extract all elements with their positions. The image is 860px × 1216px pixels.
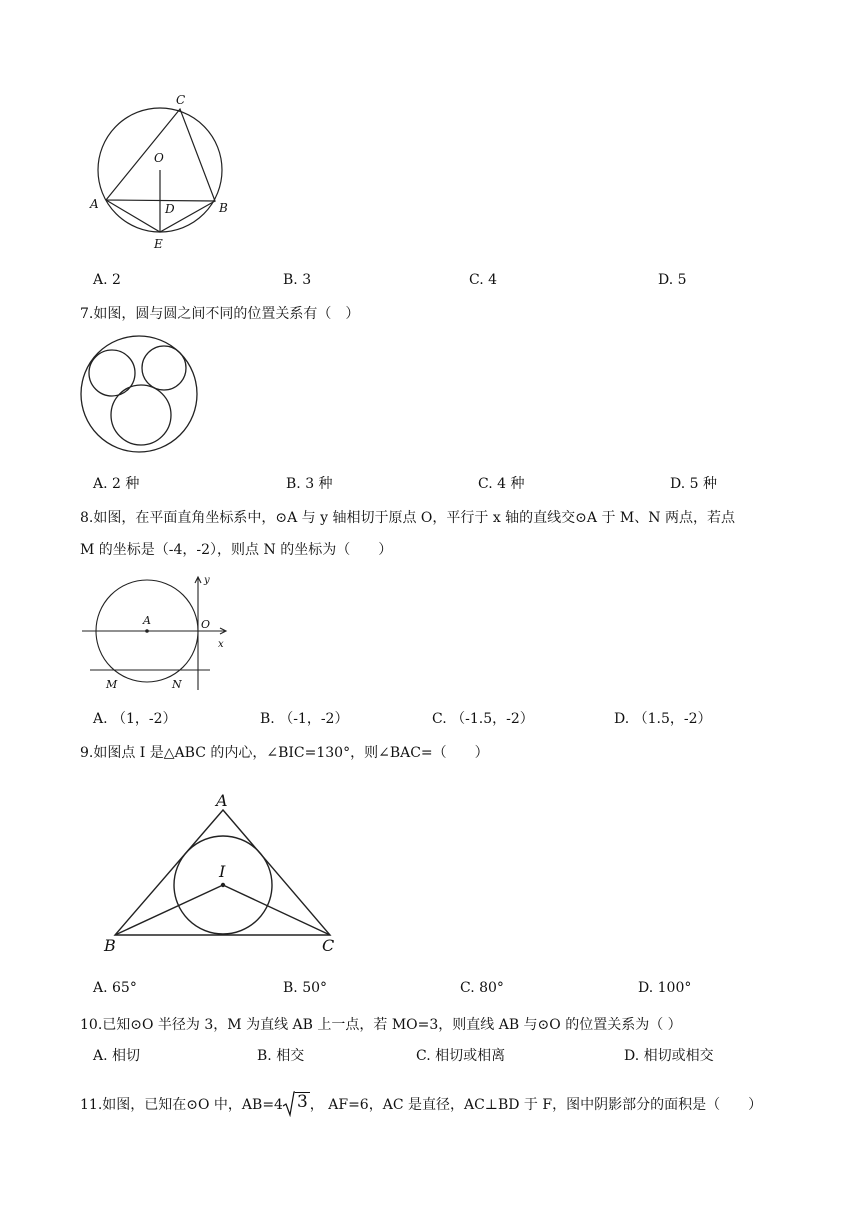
q9-label-i: I bbox=[219, 862, 226, 881]
q9-text: 9.如图点 I 是△ABC 的内心，∠BIC=130°，则∠BAC=（ ） bbox=[80, 745, 489, 761]
q10-option-d: D. 相切或相交 bbox=[624, 1048, 714, 1064]
q9-point-i bbox=[221, 883, 225, 887]
q10-text: 10.已知⊙O 半径为 3，M 为直线 AB 上一点，若 MO=3，则直线 AB 与⊙O 的位置关系为（ ） bbox=[80, 1017, 682, 1033]
q6-option-a: A. 2 bbox=[93, 272, 121, 288]
q6-label-a: A bbox=[90, 197, 99, 211]
q7-option-b: B. 3 种 bbox=[286, 476, 333, 492]
q11-prefix: 11.如图，已知在⊙O 中，AB=4 bbox=[80, 1097, 283, 1113]
q7-option-c: C. 4 种 bbox=[478, 476, 525, 492]
q9-segment-ci bbox=[223, 885, 330, 935]
q6-label-d: D bbox=[165, 202, 175, 216]
q9-label-b: B bbox=[104, 936, 116, 955]
q11-text bbox=[80, 1091, 800, 1117]
q8-figure bbox=[78, 572, 238, 694]
q9-segment-bi bbox=[115, 885, 223, 935]
q6-option-b: B. 3 bbox=[283, 272, 312, 288]
q9-option-b: B. 50° bbox=[283, 980, 328, 996]
q10-option-c: C. 相切或相离 bbox=[416, 1048, 506, 1064]
q6-label-e: E bbox=[154, 237, 163, 251]
q8-label-n: N bbox=[172, 678, 182, 691]
q8-text-line1: 8.如图，在平面直角坐标系中，⊙A 与 y 轴相切于原点 O，平行于 x 轴的直线交⊙A 于 M、N 两点，若点 bbox=[80, 510, 735, 526]
q8-text-line2: M 的坐标是（-4，-2），则点 N 的坐标为（ ） bbox=[80, 542, 393, 558]
q9-option-c: C. 80° bbox=[460, 980, 504, 996]
q8-label-m: M bbox=[106, 678, 118, 691]
q8-label-o: O bbox=[201, 618, 211, 631]
q6-label-b: B bbox=[219, 201, 228, 215]
q6-option-d: D. 5 bbox=[658, 272, 687, 288]
q6-label-o: O bbox=[154, 151, 164, 165]
q8-label-x: x bbox=[218, 639, 224, 650]
q9-label-a: A bbox=[216, 791, 228, 810]
q8-label-a: A bbox=[143, 614, 151, 627]
q9-label-c: C bbox=[322, 936, 335, 955]
q6-option-c: C. 4 bbox=[469, 272, 498, 288]
q8-option-b: B. （-1，-2） bbox=[260, 711, 349, 727]
q9-option-d: D. 100° bbox=[638, 980, 692, 996]
q11-radicand: 3 bbox=[296, 1092, 308, 1112]
q9-figure bbox=[100, 785, 345, 955]
q8-option-a: A. （1，-2） bbox=[93, 711, 177, 727]
q6-label-c: C bbox=[176, 93, 186, 107]
q6-figure bbox=[80, 85, 255, 255]
q8-label-y: y bbox=[204, 575, 210, 586]
q7-middle-circle bbox=[111, 385, 171, 445]
q11-suffix: ， AF=6，AC 是直径，AC⊥BD 于 F，图中阴影部分的面积是（ ） bbox=[309, 1097, 763, 1113]
q10-option-a: A. 相切 bbox=[93, 1048, 141, 1064]
q8-point-a bbox=[145, 629, 149, 633]
q9-option-a: A. 65° bbox=[93, 980, 137, 996]
q7-option-a: A. 2 种 bbox=[93, 476, 140, 492]
q10-option-b: B. 相交 bbox=[257, 1048, 305, 1064]
q7-small-circle-right bbox=[142, 346, 186, 390]
q8-option-c: C. （-1.5，-2） bbox=[432, 711, 534, 727]
q7-text: 7.如图，圆与圆之间不同的位置关系有（ ） bbox=[80, 306, 360, 322]
q8-option-d: D. （1.5，-2） bbox=[614, 711, 712, 727]
q7-small-circle-left bbox=[89, 350, 135, 396]
q7-option-d: D. 5 种 bbox=[670, 476, 717, 492]
q7-figure bbox=[78, 333, 202, 457]
sqrt-icon bbox=[283, 1091, 295, 1117]
